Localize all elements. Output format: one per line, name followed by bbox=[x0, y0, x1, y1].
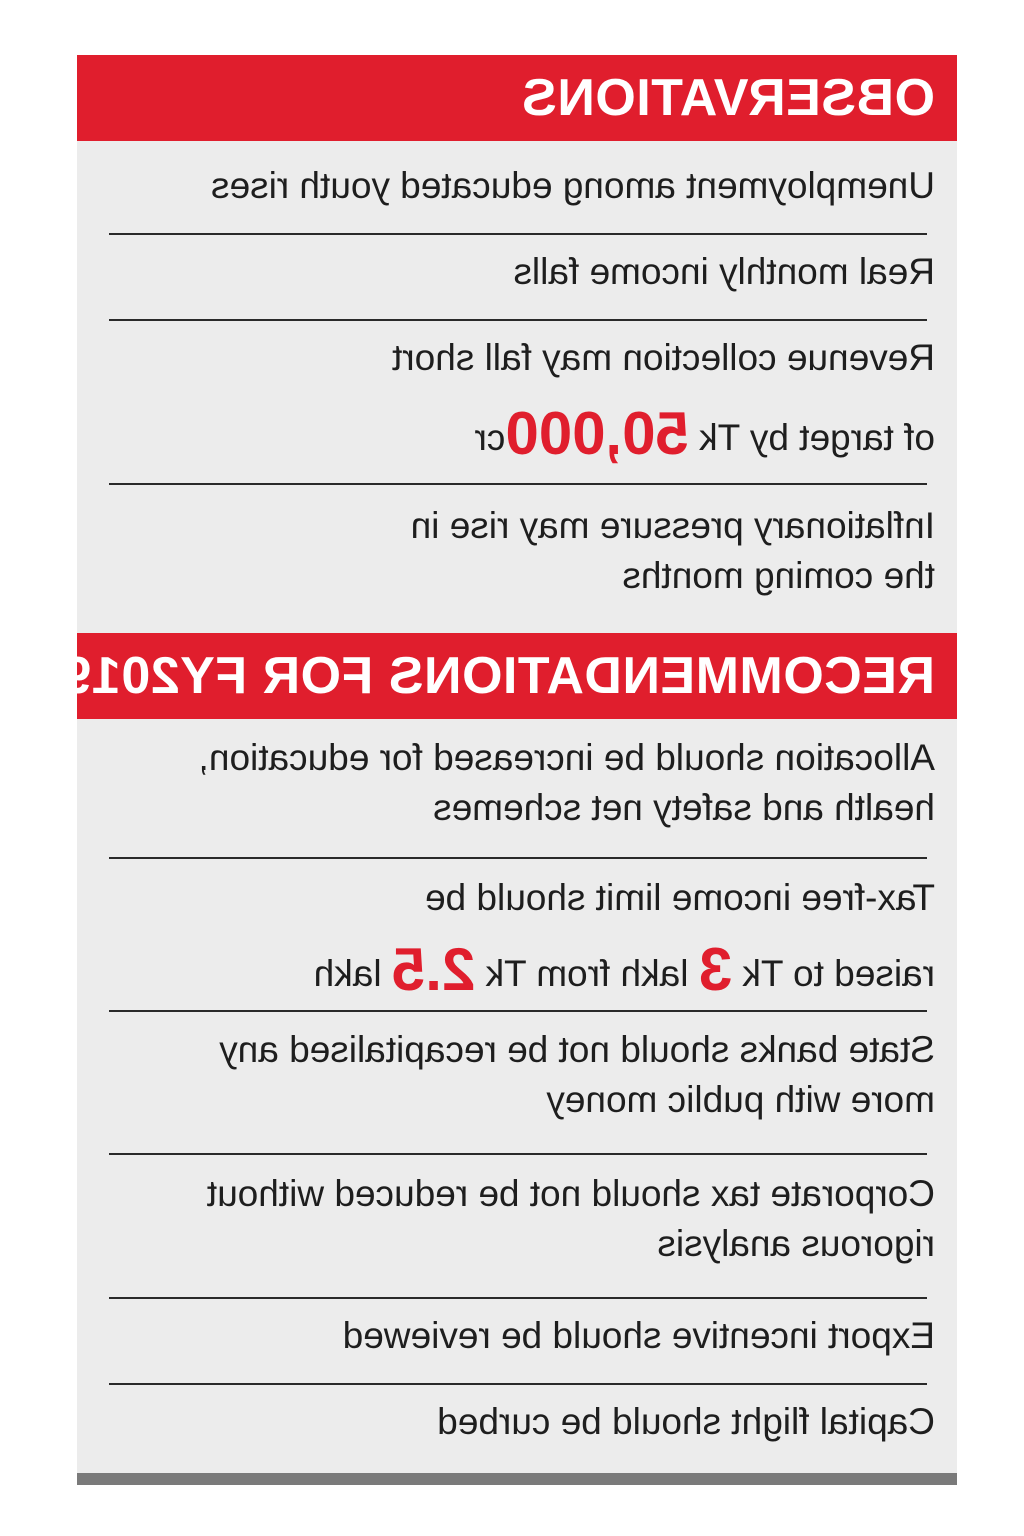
observation-item bbox=[135, 501, 935, 601]
observation-item bbox=[135, 161, 935, 211]
mirrored-content bbox=[61, 55, 957, 1475]
recommendation-item bbox=[135, 873, 935, 1003]
recommendation-text: raised to Tk bbox=[732, 953, 935, 994]
recommendation-text: lakh from Tk bbox=[475, 953, 699, 994]
divider bbox=[109, 483, 927, 485]
recommendations-title: RECOMMENDATIONS FOR FY2019 bbox=[61, 647, 935, 705]
recommendation-item bbox=[135, 1025, 935, 1125]
observations-header bbox=[77, 55, 957, 141]
observation-item bbox=[135, 333, 935, 467]
observation-line bbox=[135, 400, 935, 467]
recommendation-line: Allocation should be increased for education, bbox=[198, 737, 935, 778]
observation-line: Inflationary pressure may rise in bbox=[410, 505, 935, 546]
recommendation-line: health and safety net schemes bbox=[433, 787, 935, 828]
recommendation-item bbox=[135, 733, 935, 833]
divider bbox=[109, 1010, 927, 1012]
observation-text: of target by Tk bbox=[688, 417, 935, 458]
recommendation-line: more with public money bbox=[546, 1079, 935, 1120]
recommendations-header bbox=[61, 633, 957, 719]
infographic-panel bbox=[61, 55, 957, 1475]
recommendation-text: Capital flight should be curbed bbox=[437, 1401, 935, 1442]
observation-text: Real monthly income falls bbox=[513, 251, 935, 292]
observation-line: the coming months bbox=[622, 555, 935, 596]
recommendation-line: Tax-free income limit should be bbox=[425, 877, 935, 918]
observations-title: OBSERVATIONS bbox=[521, 69, 935, 127]
recommendation-item bbox=[135, 1311, 935, 1361]
divider bbox=[109, 233, 927, 235]
divider bbox=[109, 1297, 927, 1299]
divider bbox=[109, 319, 927, 321]
recommendation-line bbox=[135, 936, 935, 1003]
recommendation-text: lakh bbox=[313, 953, 392, 994]
divider bbox=[109, 1153, 927, 1155]
highlight-number: 50,000 bbox=[505, 400, 689, 467]
observation-text: Unemployment among educated youth rises bbox=[211, 165, 935, 206]
recommendation-line: State banks should not be recapitalised any bbox=[219, 1029, 935, 1070]
recommendation-item bbox=[135, 1397, 935, 1447]
highlight-number: 2.5 bbox=[391, 936, 476, 1003]
observation-item bbox=[135, 247, 935, 297]
observation-text: cr bbox=[474, 417, 506, 458]
recommendation-text: Export incentive should be reviewed bbox=[342, 1315, 935, 1356]
highlight-number: 3 bbox=[698, 936, 733, 1003]
recommendation-line: rigorous analysis bbox=[657, 1223, 935, 1264]
recommendation-line: Corporate tax should not be reduced without bbox=[206, 1173, 935, 1214]
divider bbox=[109, 1383, 927, 1385]
recommendation-item bbox=[135, 1169, 935, 1269]
bottom-rule bbox=[77, 1473, 957, 1485]
divider bbox=[109, 857, 927, 859]
observation-line: Revenue collection may fall short bbox=[392, 337, 935, 378]
